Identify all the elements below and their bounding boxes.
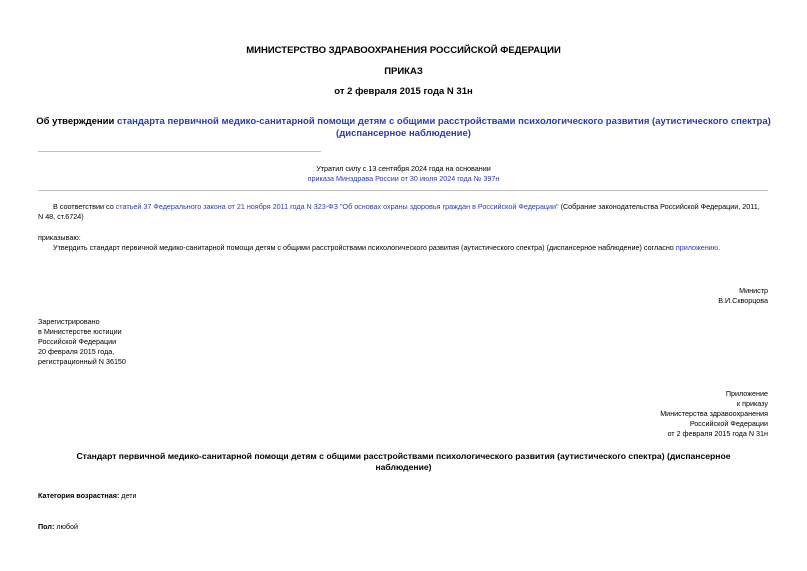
preamble-suffix-2: N 48, ст.6724) [38,212,84,221]
registration-line: Российской Федерации [38,337,117,346]
doc-date-heading: от 2 февраля 2015 года N 31н [334,86,473,97]
approve-end: . [718,243,721,252]
doc-type-heading: ПРИКАЗ [384,66,423,77]
status-note-text: Утратил силу с 13 сентября 2024 года на основании [316,164,491,173]
sex-category-label: Пол: [38,522,55,531]
standard-title-line2: наблюдение) [375,462,432,472]
status-note [0,164,807,184]
preamble-suffix: (Собрание законодательства Российской Федерации, 2011, [558,202,760,211]
appendix-line: Российской Федерации [689,419,768,428]
approve-text: Утвердить стандарт первичной медико-санитарной помощи детям с общими расстройствами психологического развития (аутистического спектра) (диспансерное наблюдение) согласно [53,243,676,252]
appendix-line: от 2 февраля 2015 года N 31н [667,429,768,438]
doc-title-link[interactable]: стандарта первичной медико-санитарной помощи детям с общими расстройствами психологического развития (аутистического спектра) [116,116,771,127]
ministry-heading: МИНИСТЕРСТВО ЗДРАВООХРАНЕНИЯ РОССИЙСКОЙ ФЕДЕРАЦИИ [246,45,561,56]
appendix-line: Министерства здравоохранения [660,409,768,418]
appendix-line: Приложение [725,389,768,398]
federal-law-link[interactable]: статьей 37 Федерального закона от 21 ноября 2011 года N 323-ФЗ "Об основах охраны здоровья граждан в Российской Федерации" [115,202,559,211]
sex-category [38,522,78,532]
doc-title-prefix: Об утверждении [36,116,117,127]
appendix-link[interactable]: приложению [675,243,719,252]
standard-title-line1: Стандарт первичной медико-санитарной помощи детям с общими расстройствами психологического развития (аутистического спектра) (диспансерное [76,451,731,461]
divider-top [38,151,321,152]
signature-block [718,286,768,306]
age-category [38,491,137,501]
registration-line: регистрационный N 36150 [38,357,126,366]
signature-position: Министр [739,286,768,295]
registration-block [38,317,126,367]
standard-title [0,451,807,473]
preamble-prefix: В соответствии со [53,202,116,211]
preamble-paragraph [38,202,773,222]
sex-category-value: любой [54,522,79,531]
status-note-link[interactable]: приказа Минздрава России от 30 июля 2024 года № 397н [307,174,500,183]
doc-title [0,116,807,140]
signature-name: В.И.Скворцова [718,296,768,305]
appendix-block [660,389,768,439]
registration-line: в Министерстве юстиции [38,327,122,336]
age-category-value: дети [119,491,137,500]
prikazyvayu-text: приказываю: [38,233,81,242]
doc-title-link-continued[interactable]: (диспансерное наблюдение) [336,128,471,139]
registration-line: Зарегистрировано [38,317,100,326]
approve-paragraph [53,243,773,253]
appendix-line: к приказу [736,399,768,408]
registration-line: 20 февраля 2015 года, [38,347,115,356]
divider-bottom [38,190,768,191]
age-category-label: Категория возрастная: [38,491,120,500]
